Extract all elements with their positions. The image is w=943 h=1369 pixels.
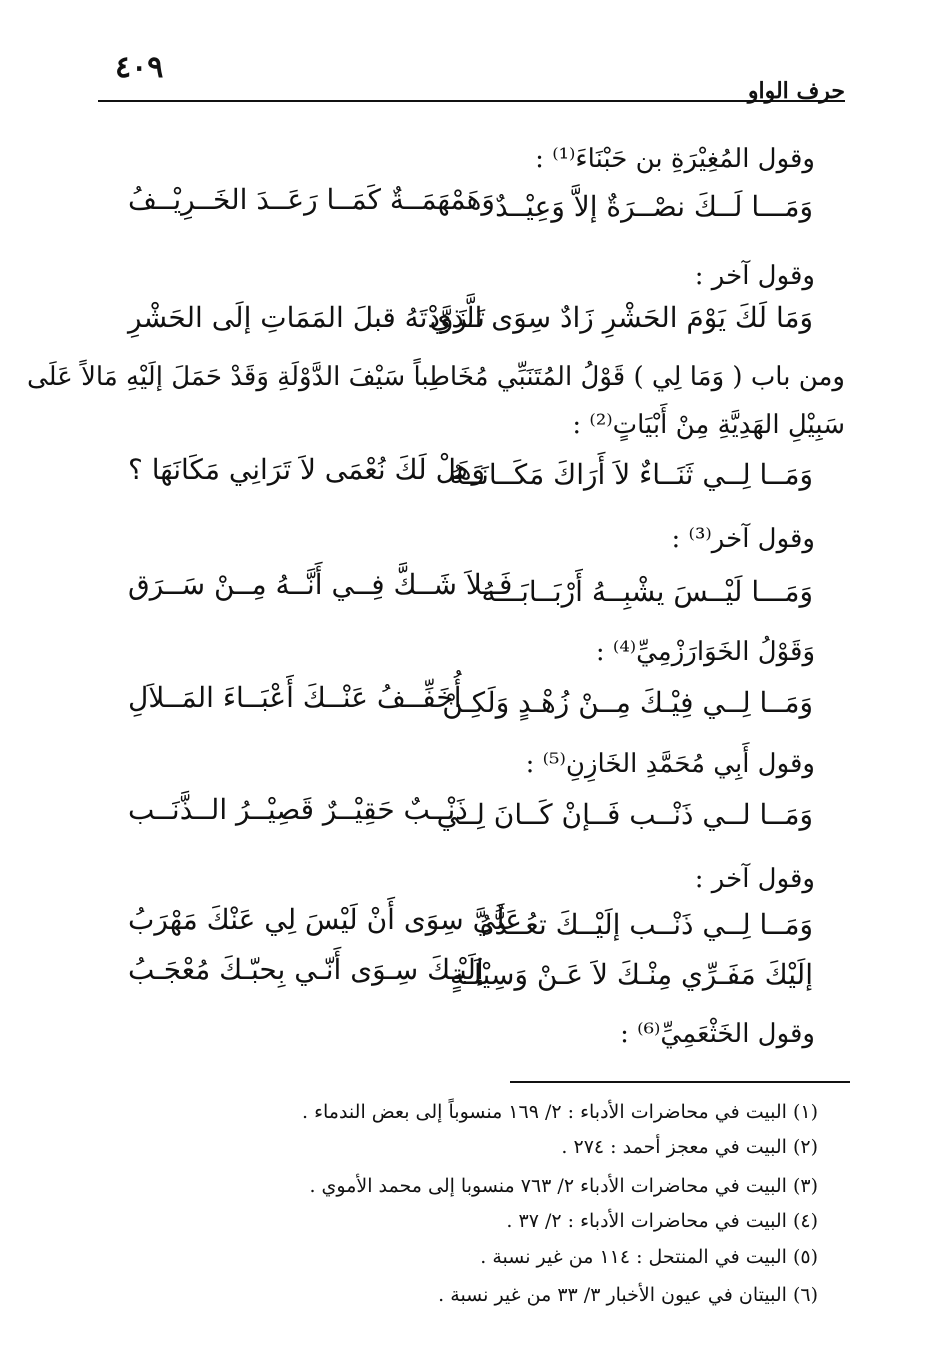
footnote: (٣) البيت في محاضرات الأدباء ٢/ ٧٦٣ منسوبا إلى محمد الأموي . (309, 1175, 818, 1197)
intro-line: وقول المُغِيْرَةِ بن حَبْنَاءَ⁽¹⁾ : (535, 144, 815, 174)
footnote: (٦) البيتان في عيون الأخبار ٣/ ٣٣ من غير نسبة . (438, 1284, 818, 1306)
verse-hemistich-left: تَـزَوَّدْتَهُ قبلَ المَمَاتِ إلَى الحَشْرِ (128, 301, 485, 334)
verse-hemistich-right: وَمَــا لــي ذَنْــب فَــإنْ كَــانَ لِــي (436, 798, 813, 831)
verse-hemistich-left: فَــلاَ شَــكَّ فِــي أَنَّــهُ مِــنْ سَــرَق (128, 568, 513, 601)
verse-hemistich-right: وَمَـــا لَــكَ نصْــرَةٌ إلاَّ وَعِيْــدٌ (495, 190, 813, 223)
footnote: (١) البيت في محاضرات الأدباء : ٢/ ١٦٩ منسوباً إلى بعض الندماء . (301, 1101, 818, 1123)
footnote: (٥) البيت في المنتحل : ١١٤ من غير نسبة . (480, 1246, 818, 1268)
verse-hemistich-right: وَمَــا لِــي ثَنَــاءٌ لاَ أَرَاكَ مَكَــانَــهُ (449, 458, 813, 491)
intro-line: وقول آخر⁽³⁾ : (671, 524, 815, 554)
footnote: (٤) البيت في محاضرات الأدباء : ٢/ ٣٧ . (506, 1210, 818, 1232)
prose-line: سَبِيْلِ الهَدِيَّةِ مِنْ أَبْيَاتٍ⁽²⁾ : (572, 410, 845, 440)
footnote-rule (510, 1081, 850, 1083)
verse-hemistich-left: وَهَلْ لَكَ نُعْمَى لاَ تَرَانِي مَكَانَهَا ؟ (128, 453, 486, 486)
page-number: ٤٠٩ (115, 50, 164, 85)
verse-hemistich-left: ذَنْــبٌ حَقِيْــرٌ قَصِيْــرُ الــذَّنَــب (128, 793, 468, 826)
verse-hemistich-left: وَهَمْهَمَــةٌ كَمَــا رَعَــدَ الخَــرِيْــفُ (128, 183, 495, 216)
intro-line: وقول آخر : (694, 261, 815, 291)
intro-line: وقول آخر : (694, 864, 815, 894)
intro-line: وقول أَبِي مُحَمَّدِ الخَازِنِ⁽⁵⁾ : (525, 749, 815, 779)
intro-line: وقول الخَثْعَمِيِّ⁽⁶⁾ : (620, 1019, 815, 1049)
verse-hemistich-left: إلَيْـكَ سِـوَى أَنّـي بِحبّـكَ مُعْجَـبُ (128, 953, 484, 986)
verse-hemistich-right: إلَيْكَ مَفَـرِّي مِنْـكَ لاَ عَـنْ وَسِيْلَـةٍ (450, 958, 813, 991)
intro-line: وَقَوْلُ الخَوَارَزْمِيِّ⁽⁴⁾ : (595, 637, 815, 667)
verse-hemistich-left: أُخَفِّــفُ عَنْــكَ أَعْبَــاءَ المَــلاَلِ (128, 681, 462, 714)
verse-hemistich-right: وَمَــا لِــي ذَنْــب إلَيْــكَ تعُــدُّهُ (479, 908, 813, 941)
verse-hemistich-right: وَمَا لَكَ يَوْمَ الحَشْرِ زَادٌ سِوَى الَّذِي (429, 301, 813, 334)
running-head: حرف الواو (747, 78, 845, 104)
header-rule (98, 100, 845, 102)
verse-hemistich-right: وَمَـــا لَيْــسَ يشْبِــهُ أَرْبَــابَـــهُ (481, 575, 813, 608)
verse-hemistich-right: وَمَــا لِــي فِيْـكَ مِــنْ زُهْـدٍ وَلَكِـنْ (442, 686, 813, 719)
footnote: (٢) البيت في معجز أحمد : ٢٧٤ . (561, 1136, 818, 1158)
prose-line: ومن باب ( وَمَا لِي ) قَوْلُ المُتَنَبِّي مُخَاطِباً سَيْفَ الدَّوْلَةِ وَقَدْ حَمَلَ إلَيْهِ مَالاً عَلَى (27, 362, 845, 392)
verse-hemistich-left: عَلَيَّ سِوَى أَنْ لَيْسَ لِي عَنْكَ مَهْرَبُ (128, 903, 522, 936)
